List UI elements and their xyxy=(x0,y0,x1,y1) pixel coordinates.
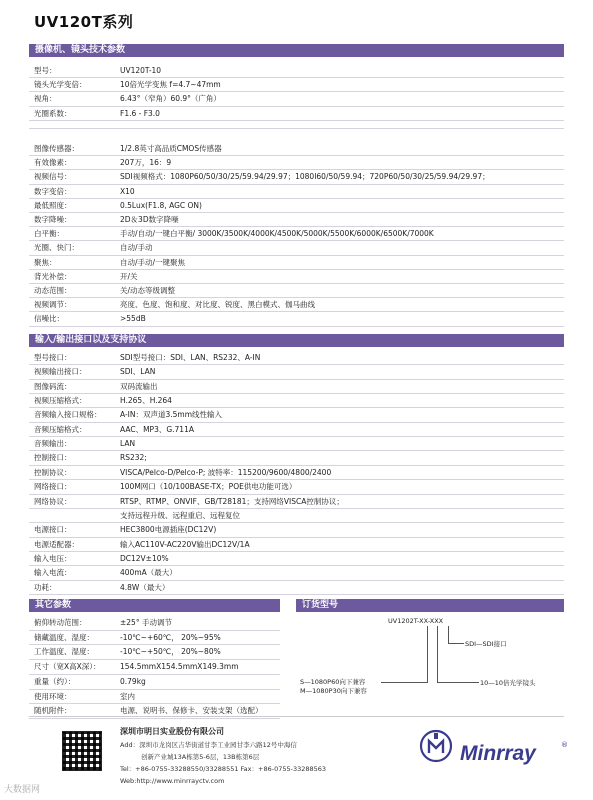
spec-value: ±25° 手动调节 xyxy=(120,618,172,627)
spec-value: UV120T-10 xyxy=(120,66,162,75)
minrray-logo-icon xyxy=(419,729,453,763)
spec-value: 亮度、色度、饱和度、对比度、锐度、黑白模式、伽马曲线 xyxy=(120,300,315,310)
spec-value: 207万，16：9 xyxy=(120,158,172,168)
row-divider xyxy=(29,77,564,78)
row-divider xyxy=(29,674,280,675)
spec-label: 视角： xyxy=(34,94,57,104)
spec-value: 4.8W（最大） xyxy=(120,582,170,592)
spec-label: 电源接口： xyxy=(34,525,72,535)
row-divider xyxy=(29,212,564,213)
spec-label: 白平衡： xyxy=(34,229,64,239)
row-divider xyxy=(29,703,280,704)
connector-line xyxy=(448,643,464,644)
spec-value: VISCA/Pelco-D/Pelco-P; 波特率：115200/9600/4800/2400 xyxy=(120,467,332,477)
spec-value: RTSP、RTMP、ONVIF、GB/T28181；支持网络VISCA控制协议； xyxy=(120,496,344,506)
row-divider xyxy=(29,494,564,495)
spec-value: 1/2.8英寸高品质CMOS传感器 xyxy=(120,144,222,153)
spec-value: F1.6 - F3.0 xyxy=(120,108,160,118)
spec-label: 光圈、快门： xyxy=(34,243,79,253)
row-divider xyxy=(29,240,564,241)
row-divider xyxy=(29,364,564,365)
row-divider xyxy=(29,120,564,121)
spec-value: 0.5Lux(F1.8, AGC ON) xyxy=(120,200,202,210)
spec-label: 输入电流： xyxy=(34,568,72,578)
spec-label: 信噪比： xyxy=(34,314,64,324)
spec-label: 视频输出接口： xyxy=(34,367,87,377)
page-title: UV120T系列 xyxy=(34,13,134,31)
spec-label: 视频调节： xyxy=(34,300,72,310)
spec-value: 关/动态等级调整 xyxy=(120,286,176,295)
row-divider xyxy=(29,226,564,227)
spec-label: 随机附件： xyxy=(34,706,72,716)
spec-value: -10℃~+60℃， 20%~95% xyxy=(120,632,221,642)
row-divider xyxy=(29,155,564,156)
spec-value: 400mA（最大） xyxy=(120,568,177,578)
row-divider xyxy=(29,198,564,199)
spec-value: >55dB xyxy=(120,314,146,324)
connector-line xyxy=(427,626,428,682)
brand-logo-text: Minrray xyxy=(460,742,536,765)
spec-label: 功耗： xyxy=(34,582,57,592)
connector-line xyxy=(381,682,428,683)
spec-value: A-IN：双声道3.5mm线性输入 xyxy=(120,410,223,420)
spec-label: 尺寸（宽X高X深）： xyxy=(34,662,101,672)
spec-value: 室内 xyxy=(120,691,135,701)
address-line-1: Add：深圳市龙岗区吉华街道甘李工业园甘李六路12号中海信 xyxy=(120,741,297,749)
section-other-header: 其它参数 xyxy=(29,599,280,612)
spec-label: 数字变倍： xyxy=(34,186,72,196)
qr-code-icon xyxy=(62,731,102,771)
section-io-header: 输入/输出接口以及支持协议 xyxy=(29,334,564,347)
divider xyxy=(29,128,564,129)
row-divider xyxy=(29,508,564,509)
spec-label: 视频压缩格式： xyxy=(34,396,87,406)
row-divider xyxy=(29,644,280,645)
order-sdi-option: SDI—SDI接口 xyxy=(465,640,507,648)
spec-value: 10倍光学变焦 f=4.7~47mm xyxy=(120,80,221,90)
address-line-2: 创新产业城13A栋第5-6层，13B栋第6层 xyxy=(141,753,260,761)
spec-value: H.265、H.264 xyxy=(120,396,172,406)
connector-line xyxy=(437,682,479,683)
order-s-option: S—1080P60向下兼容 xyxy=(300,678,366,686)
row-divider xyxy=(29,551,564,552)
row-divider xyxy=(29,522,564,523)
row-divider xyxy=(29,718,280,719)
row-divider xyxy=(29,580,564,581)
spec-value: 双码流输出 xyxy=(120,381,158,391)
spec-value: AAC、MP3、G.711A xyxy=(120,424,194,434)
spec-label: 图像码流： xyxy=(34,381,72,391)
spec-value: SDI型号接口：SDI、LAN、RS232、A-IN xyxy=(120,353,261,362)
spec-value: 开/关 xyxy=(120,271,138,281)
spec-value: 0.79kg xyxy=(120,676,146,686)
row-divider xyxy=(29,297,564,298)
spec-value: 电源、说明书、保修卡、安装支架（选配） xyxy=(120,706,263,716)
row-divider xyxy=(29,269,564,270)
row-divider xyxy=(29,565,564,566)
spec-value: SDI视频格式：1080P60/50/30/25/59.94/29.97；1080I60/50/59.94；720P60/50/30/25/59.94/29.97； xyxy=(120,172,490,182)
spec-label: 背光补偿： xyxy=(34,271,72,281)
spec-label: 型号接口： xyxy=(34,353,72,362)
spec-label: 工作温度、湿度： xyxy=(34,647,94,657)
row-divider xyxy=(29,184,564,185)
spec-label: 输入电压： xyxy=(34,553,72,563)
spec-label: 图像传感器： xyxy=(34,144,79,153)
spec-label: 动态范围： xyxy=(34,286,72,295)
spec-label: 重量（约）： xyxy=(34,676,76,686)
spec-value: RS232; xyxy=(120,453,147,463)
row-divider xyxy=(29,630,280,631)
row-divider xyxy=(29,255,564,256)
spec-value: HEC3800电源插座(DC12V) xyxy=(120,525,217,535)
spec-value: X10 xyxy=(120,186,135,196)
order-m-option: M—1080P30向下兼容 xyxy=(300,687,367,695)
row-divider xyxy=(29,450,564,451)
spec-label: 控制协议： xyxy=(34,467,72,477)
footer-divider xyxy=(29,716,564,717)
spec-label: 音频输入接口规格： xyxy=(34,410,102,420)
spec-label: 音频输出： xyxy=(34,439,72,449)
row-divider xyxy=(29,311,564,312)
row-divider xyxy=(29,659,280,660)
spec-value: LAN xyxy=(120,439,136,449)
row-divider xyxy=(29,326,564,327)
row-divider xyxy=(29,407,564,408)
spec-value: 6.43°（窄角）60.9°（广角） xyxy=(120,94,221,104)
spec-value: 100M网口（10/100BASE-TX；POE供电功能可选） xyxy=(120,482,297,492)
row-divider xyxy=(29,479,564,480)
company-name: 深圳市明日实业股份有限公司 xyxy=(120,727,224,736)
spec-label: 网络协议： xyxy=(34,496,72,506)
spec-label: 使用环境： xyxy=(34,691,72,701)
spec-value: 自动/手动/一键聚焦 xyxy=(120,257,186,267)
spec-value: 154.5mmX154.5mmX149.3mm xyxy=(120,662,239,672)
website: Web:http://www.minrrayctv.com xyxy=(120,777,225,785)
spec-label: 视频信号： xyxy=(34,172,72,182)
row-divider xyxy=(29,436,564,437)
row-divider xyxy=(29,537,564,538)
spec-label: 光圈系数： xyxy=(34,108,72,118)
connector-line xyxy=(448,626,449,643)
spec-label: 储藏温度、湿度： xyxy=(34,632,94,642)
row-divider xyxy=(29,465,564,466)
section-order-header: 订货型号 xyxy=(296,599,564,612)
row-divider xyxy=(29,594,564,595)
spec-value: DC12V±10% xyxy=(120,553,169,563)
row-divider xyxy=(29,106,564,107)
spec-value: 手动/自动/一键白平衡/ 3000K/3500K/4000K/4500K/5000K/5500K/6000K/6500K/7000K xyxy=(120,229,434,239)
watermark: 大数据网 xyxy=(4,785,41,795)
section-camera-header: 摄像机、镜头技术参数 xyxy=(29,44,564,57)
row-divider xyxy=(29,422,564,423)
spec-label: 音频压缩格式： xyxy=(34,424,87,434)
row-divider xyxy=(29,91,564,92)
spec-label: 俯仰转动范围： xyxy=(34,618,87,627)
row-divider xyxy=(29,379,564,380)
order-lens-option: 10—10倍光学镜头 xyxy=(480,679,536,687)
row-divider xyxy=(29,689,280,690)
connector-line xyxy=(437,626,438,683)
spec-label: 聚焦： xyxy=(34,257,57,267)
spec-value: 支持远程升级、远程重启、远程复位 xyxy=(120,510,240,520)
spec-value: 输入AC110V-AC220V输出DC12V/1A xyxy=(120,539,250,549)
spec-label: 控制接口： xyxy=(34,453,72,463)
row-divider xyxy=(29,283,564,284)
spec-label: 镜头光学变倍： xyxy=(34,80,87,90)
spec-label: 电源适配器： xyxy=(34,539,79,549)
row-divider xyxy=(29,169,564,170)
spec-value: 自动/手动 xyxy=(120,243,153,253)
spec-value: 2D＆3D数字降噪 xyxy=(120,215,179,224)
order-model-code: UV1202T-XX-XXX xyxy=(388,617,444,625)
registered-mark: ® xyxy=(561,741,568,749)
spec-label: 网络接口： xyxy=(34,482,72,492)
spec-label: 最低照度： xyxy=(34,200,72,210)
spec-label: 型号： xyxy=(34,66,57,75)
spec-value: SDI、LAN xyxy=(120,367,156,377)
spec-label: 数字降噪： xyxy=(34,215,72,224)
phone-fax: Tel：+86-0755-33288550/33288551 Fax：+86-0755-33288563 xyxy=(120,765,327,773)
spec-value: -10℃~+50℃， 20%~80% xyxy=(120,647,221,657)
row-divider xyxy=(29,393,564,394)
spec-label: 有效像素： xyxy=(34,158,72,168)
